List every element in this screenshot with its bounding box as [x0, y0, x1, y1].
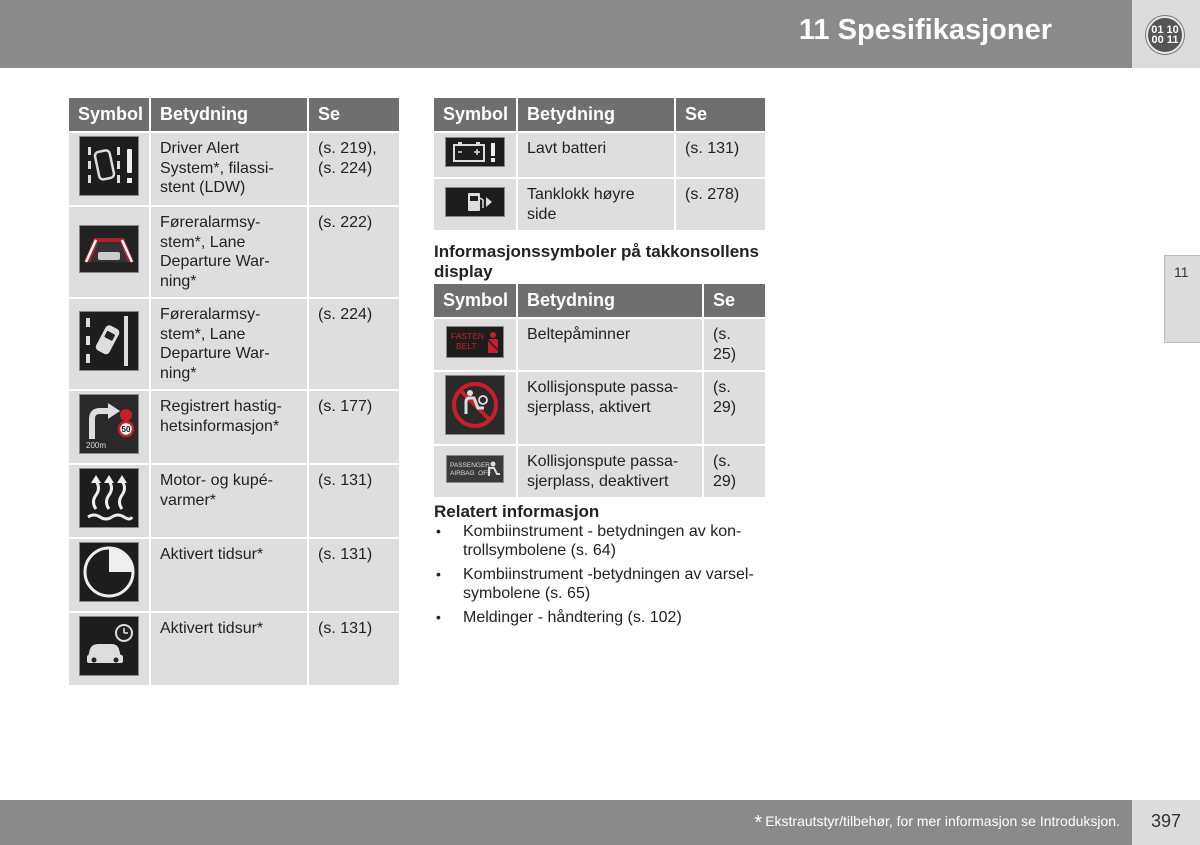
- lane-departure-road-icon: [79, 225, 139, 273]
- related-list: [434, 522, 769, 632]
- meaning-cell: Beltepåminner: [518, 317, 704, 370]
- ref-cell: (s. 29): [704, 444, 765, 497]
- bullet: •: [436, 566, 441, 582]
- table-header-row: [434, 98, 765, 131]
- footnote-text: Ekstrautstyr/tilbehør, for mer informasjon se Introduksjon.: [765, 813, 1120, 829]
- table-row: [434, 370, 765, 444]
- ref-cell: (s. 131): [309, 463, 399, 537]
- fuel-cap-right-icon: [445, 187, 505, 217]
- heater-icon: [79, 468, 139, 528]
- info-symbols-heading: Informasjonssymboler på takkonsollens display: [434, 242, 759, 281]
- header-ref: Se: [704, 284, 765, 317]
- symbol-cell: [69, 611, 151, 685]
- symbol-cell: [434, 317, 518, 370]
- symbol-cell: [69, 131, 151, 205]
- chapter-tab-label: 11: [1174, 264, 1189, 280]
- header-meaning: Betydning: [518, 284, 704, 317]
- table-row: [434, 177, 765, 230]
- symbol-cell: [434, 131, 518, 177]
- meaning-cell: Motor- og kupévarmer*: [151, 463, 309, 537]
- ref-cell: (s. 278): [676, 177, 765, 230]
- lane-departure-car-icon: [79, 311, 139, 371]
- passenger-text: PASSENGER: [450, 461, 490, 469]
- list-item[interactable]: [434, 565, 769, 603]
- table-header-row: [434, 284, 765, 317]
- symbol-cell: [434, 177, 518, 230]
- seatbelt-reminder-icon: [446, 326, 504, 358]
- footnote-star: *: [754, 812, 763, 834]
- header-ref: Se: [309, 98, 399, 131]
- page-number: 397: [1150, 811, 1182, 831]
- ref-cell: (s. 224): [309, 297, 399, 389]
- chapter-tab[interactable]: [1164, 255, 1200, 343]
- related-heading: Relatert informasjon: [434, 502, 600, 521]
- table-row: [434, 131, 765, 177]
- related-link[interactable]: Meldinger - håndtering (s. 102): [463, 609, 682, 626]
- header-meaning: Betydning: [151, 98, 309, 131]
- badge-bottom: 00 11: [1151, 34, 1179, 46]
- ref-cell: (s. 131): [309, 611, 399, 685]
- belt-text: BELT: [456, 340, 477, 351]
- meaning-cell: Aktivert tidsur*: [151, 611, 309, 685]
- table-row: [69, 205, 399, 297]
- related-link[interactable]: Kombiinstrument -betydningen av varselsymbolene (s. 65): [463, 566, 754, 602]
- symbol-cell: [69, 205, 151, 297]
- ref-cell: (s. 29): [704, 370, 765, 444]
- header-symbol: Symbol: [69, 98, 151, 131]
- ref-cell: (s. 222): [309, 205, 399, 297]
- car-timer-icon: [79, 616, 139, 676]
- speed-info-icon: [79, 394, 139, 454]
- bullet: •: [436, 609, 441, 625]
- badge-top: 01 10: [1151, 24, 1179, 36]
- battery-icon: [445, 137, 505, 167]
- ref-cell: (s. 131): [309, 537, 399, 611]
- fasten-text: FASTEN: [451, 330, 485, 341]
- ref-cell: (s. 131): [676, 131, 765, 177]
- symbol-cell: [69, 537, 151, 611]
- symbol-cell: [434, 370, 518, 444]
- symbol-table-right-top: [434, 98, 765, 230]
- ref-cell: (s. 25): [704, 317, 765, 370]
- symbol-cell: [434, 444, 518, 497]
- symbol-cell: [69, 463, 151, 537]
- header-ref: Se: [676, 98, 765, 131]
- meaning-cell: Lavt batteri: [518, 131, 676, 177]
- symbol-cell: [69, 297, 151, 389]
- speed-value: 50: [121, 425, 131, 435]
- airbag-off-text: AIRBAG OFF: [450, 469, 492, 477]
- table-row: [69, 297, 399, 389]
- symbol-table-left: [69, 98, 399, 685]
- meaning-cell: Kollisjonspute passasjerplass, aktivert: [518, 370, 704, 444]
- header-symbol: Symbol: [434, 98, 518, 131]
- table-row: [434, 444, 765, 497]
- driver-alert-icon: [79, 136, 139, 196]
- distance-value: 200m: [86, 441, 107, 451]
- symbol-table-right-bottom: [434, 284, 765, 497]
- table-row: [69, 537, 399, 611]
- meaning-cell: Tanklokk høyre side: [518, 177, 676, 230]
- list-item[interactable]: [434, 608, 769, 627]
- meaning-cell: Driver Alert System*, filassistent (LDW): [151, 131, 309, 205]
- symbol-cell: [69, 389, 151, 463]
- meaning-cell: Føreralarmsystem*, Lane Departure Warning*: [151, 297, 309, 389]
- ref-cell: (s. 177): [309, 389, 399, 463]
- meaning-cell: Registrert hastighetsinformasjon*: [151, 389, 309, 463]
- header-bar: [0, 0, 1132, 68]
- bullet: •: [436, 523, 441, 539]
- page-number-box: [1132, 800, 1200, 845]
- header-symbol: Symbol: [434, 284, 518, 317]
- airbag-off-icon: [446, 455, 504, 483]
- header-meaning: Betydning: [518, 98, 676, 131]
- table-row: [69, 389, 399, 463]
- list-item[interactable]: [434, 522, 769, 560]
- airbag-on-icon: [445, 375, 505, 435]
- footer-bar: [0, 800, 1132, 845]
- meaning-cell: Føreralarmsystem*, Lane Departure Warning*: [151, 205, 309, 297]
- related-link[interactable]: Kombiinstrument - betydningen av kontrollsymbolene (s. 64): [463, 523, 742, 559]
- ref-cell: (s. 219), (s. 224): [309, 131, 399, 205]
- table-row: [434, 317, 765, 370]
- footer-note: [754, 812, 1120, 835]
- meaning-cell: Kollisjonspute passasjerplass, deaktivert: [518, 444, 704, 497]
- page-title: 11 Spesifikasjoner: [798, 14, 1052, 46]
- table-row: [69, 611, 399, 685]
- chapter-badge-icon: [1146, 16, 1184, 54]
- meaning-cell: Aktivert tidsur*: [151, 537, 309, 611]
- table-row: [69, 131, 399, 205]
- timer-clock-icon: [79, 542, 139, 602]
- table-header-row: [69, 98, 399, 131]
- table-row: [69, 463, 399, 537]
